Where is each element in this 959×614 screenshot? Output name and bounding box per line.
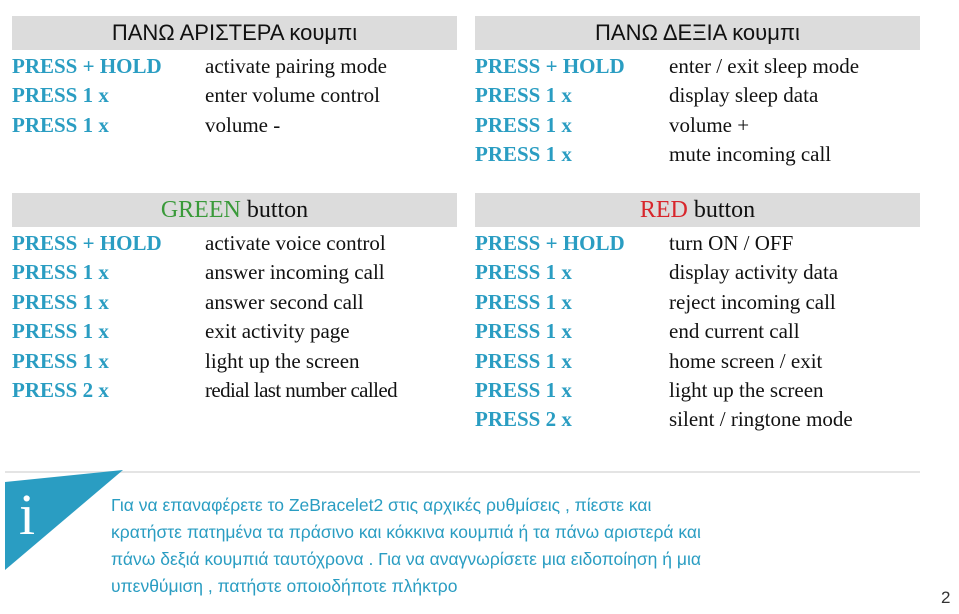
info-text-line: Για να επαναφέρετε το ZeBracelet2 στις αρχικές ρυθμίσεις , πίεστε και [111,495,652,515]
instruction-row [12,83,457,112]
info-text-line: κρατήστε πατημένα τα πράσινο και κόκκινα κουμπιά ή τα πάνω αριστερά και [111,522,701,542]
instruction-row [475,349,920,378]
instruction-row [12,349,457,378]
instruction-row [12,319,457,348]
instruction-row [475,231,920,260]
command-label: PRESS 1 x [475,289,572,314]
section-header: ΠΑΝΩ ΑΡΙΣΤΕΡΑ κουμπι [12,16,457,50]
instruction-row [475,407,920,436]
red-button-section [475,193,920,437]
command-description: exit activity page [205,319,350,344]
command-description: light up the screen [205,348,360,373]
red-color-word: RED [639,197,688,223]
instruction-row [475,113,920,142]
svg-text:i: i [19,482,36,547]
command-label: PRESS + HOLD [475,231,625,255]
command-label: PRESS 1 x [475,83,572,108]
info-panel [5,462,920,607]
command-description: display sleep data [669,83,819,108]
command-description: enter / exit sleep mode [669,54,860,78]
command-description: display activity data [669,260,839,285]
command-description: turn ON / OFF [669,231,794,255]
section-header: ΠΑΝΩ ΔΕΞΙΑ κουμπι [475,16,920,50]
command-label: PRESS 1 x [12,83,109,108]
command-label: PRESS 1 x [475,377,572,402]
instruction-row [12,113,457,142]
command-label: PRESS 1 x [475,348,572,373]
section-header [475,193,920,227]
command-description: volume + [669,112,750,137]
instruction-row [12,54,457,83]
info-divider [5,471,920,473]
command-description: mute incoming call [669,142,832,167]
command-label: PRESS 1 x [475,260,572,285]
command-description: answer second call [205,289,364,314]
info-text-line: πάνω δεξιά κουμπιά ταυτόχρονα . Για να αναγνωρίσετε μια ειδοποίηση ή μια [111,549,701,569]
command-label: PRESS + HOLD [475,54,625,78]
command-description: silent / ringtone mode [669,407,853,432]
command-label: PRESS + HOLD [12,231,162,255]
instruction-row [475,319,920,348]
command-label: PRESS 1 x [12,112,109,137]
command-label: PRESS 1 x [475,319,572,344]
command-description: volume - [205,112,281,137]
command-label: PRESS 1 x [12,348,109,373]
command-description: end current call [669,319,800,344]
header-button-word: button [693,197,756,223]
command-label: PRESS 1 x [475,142,572,167]
info-text-line: υπενθύμιση , πατήστε οποιοδήποτε πλήκτρο [111,576,458,596]
instruction-row [12,290,457,319]
green-button-section [12,193,457,407]
command-description: activate voice control [205,231,386,255]
page-number: 2 [941,588,951,607]
command-description: redial last number called [205,377,397,402]
command-label: PRESS 1 x [12,319,109,344]
instruction-row [475,83,920,112]
command-label: PRESS 1 x [12,289,109,314]
top-right-button-section [475,16,920,172]
instruction-row [475,378,920,407]
header-button-word: button [246,197,309,223]
command-label: PRESS + HOLD [12,54,162,78]
command-label: PRESS 2 x [12,377,109,402]
green-color-word: GREEN [160,197,241,223]
command-label: PRESS 2 x [475,407,572,432]
command-description: reject incoming call [669,289,836,314]
instruction-row [475,260,920,289]
command-description: home screen / exit [669,348,823,373]
command-description: activate pairing mode [205,54,387,78]
info-i-icon [5,462,125,572]
instruction-row [475,290,920,319]
instruction-row [475,54,920,83]
command-label: PRESS 1 x [475,112,572,137]
command-label: PRESS 1 x [12,260,109,285]
instruction-row [12,260,457,289]
command-description: light up the screen [669,377,824,402]
command-description: enter volume control [205,83,380,108]
top-left-button-section [12,16,457,142]
section-header [12,193,457,227]
instruction-row [12,378,457,407]
command-description: answer incoming call [205,260,385,285]
instruction-row [12,231,457,260]
instruction-row [475,142,920,171]
